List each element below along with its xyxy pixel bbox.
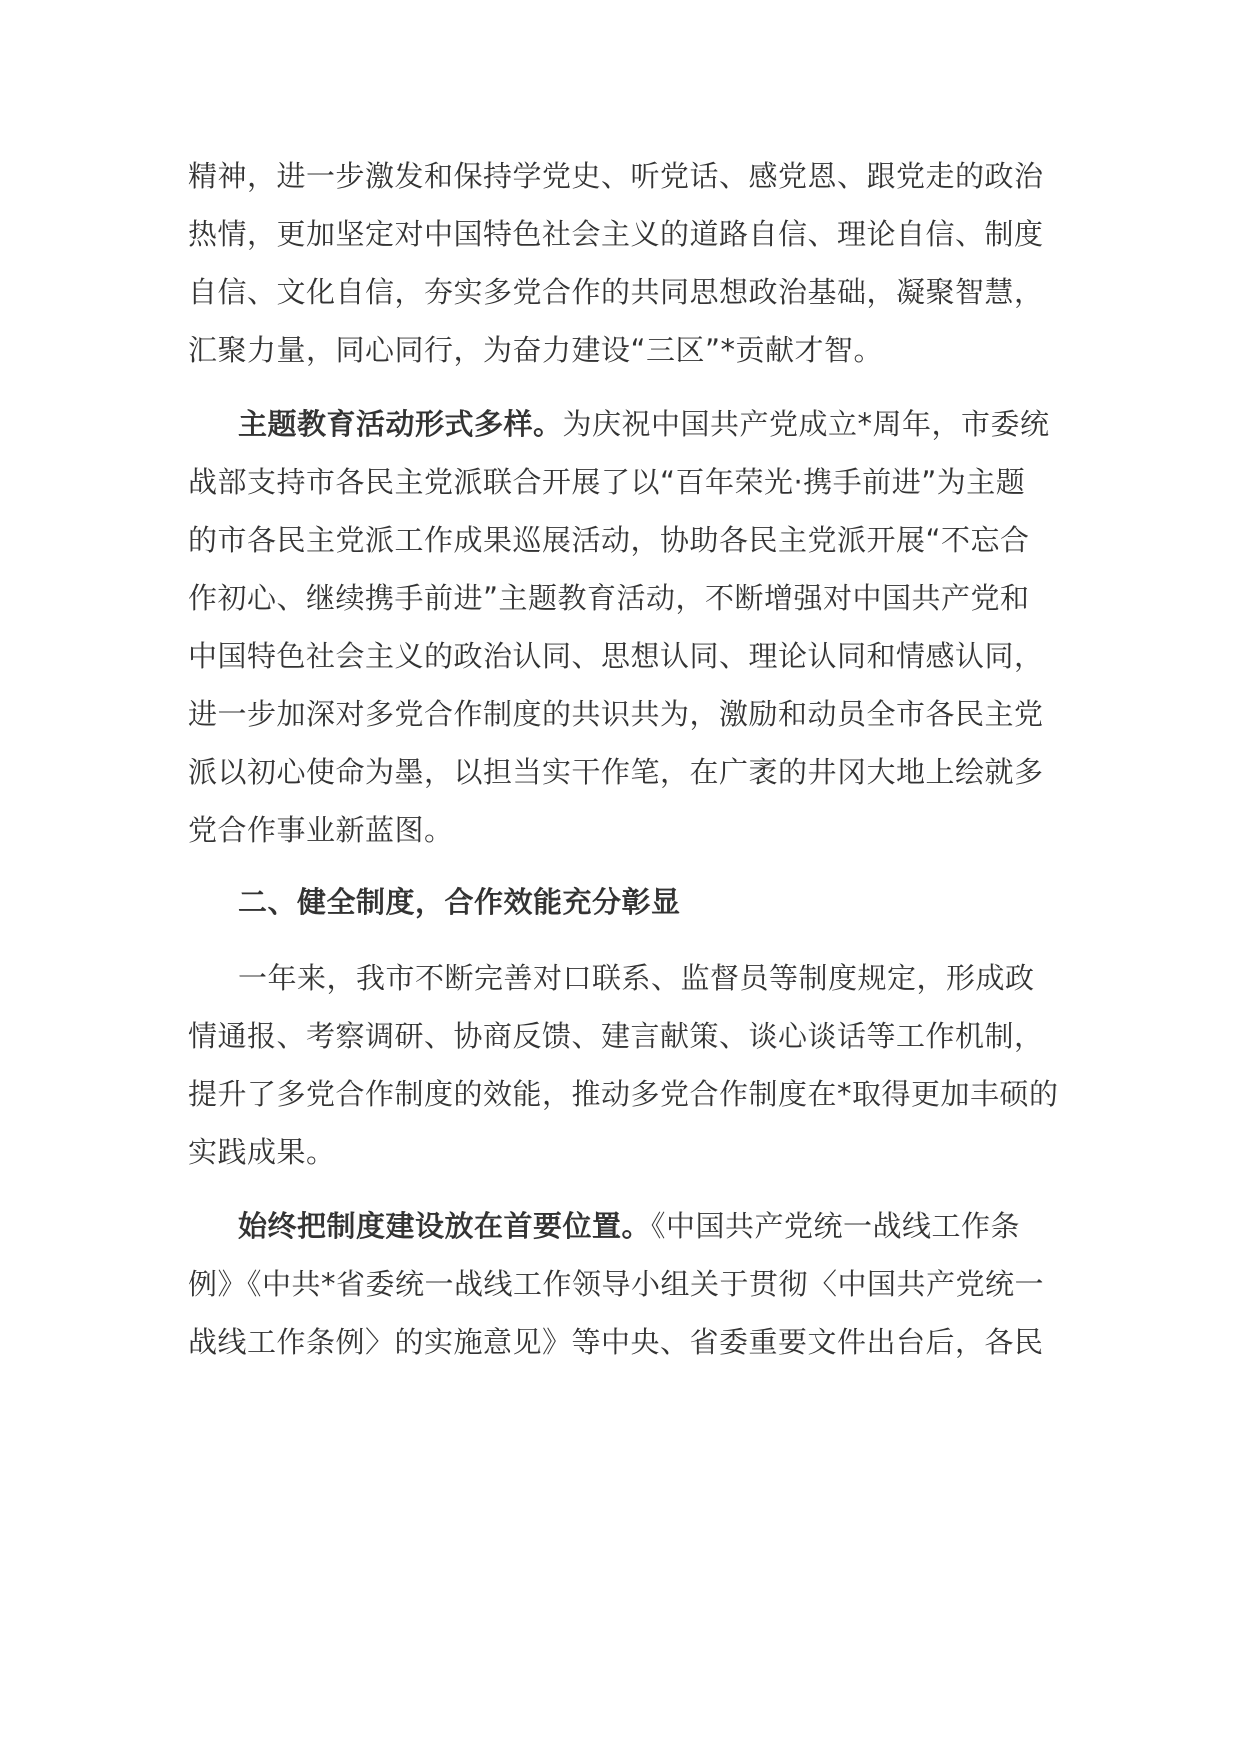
paragraph-2-line-5: 中国特色社会主义的政治认同、思想认同、理论认同和情感认同，: [188, 639, 1044, 673]
paragraph-2-line-3: 的市各民主党派工作成果巡展活动，协助各民主党派开展“不忘合: [188, 523, 1030, 557]
paragraph-2-line-8: 党合作事业新蓝图。: [188, 813, 454, 847]
paragraph-4-lead-heading: 始终把制度建设放在首要位置。: [238, 1209, 652, 1243]
paragraph-2-line-4: 作初心、继续携手前进”主题教育活动，不断增强对中国共产党和: [188, 581, 1030, 615]
paragraph-2-lead-heading: 主题教育活动形式多样。: [238, 407, 563, 441]
section-heading: 二、健全制度，合作效能充分彰显: [238, 885, 681, 919]
paragraph-1-line-2: 热情，更加坚定对中国特色社会主义的道路自信、理论自信、制度: [188, 217, 1044, 251]
paragraph-2-line-7: 派以初心使命为墨，以担当实干作笔，在广袤的井冈大地上绘就多: [188, 755, 1044, 789]
paragraph-2-line-1: [238, 404, 1050, 444]
paragraph-4-line-3: 战线工作条例〉的实施意见》等中央、省委重要文件出台后，各民: [188, 1325, 1044, 1359]
paragraph-2-line-1-text: 为庆祝中国共产党成立*周年，市委统: [562, 407, 1050, 441]
paragraph-2-line-2: 战部支持市各民主党派联合开展了以“百年荣光·携手前进”为主题: [188, 465, 1026, 499]
paragraph-1-line-3: 自信、文化自信，夯实多党合作的共同思想政治基础，凝聚智慧，: [188, 275, 1044, 309]
paragraph-4-line-1: [238, 1206, 1020, 1246]
paragraph-3-line-2: 情通报、考察调研、协商反馈、建言献策、谈心谈话等工作机制，: [188, 1019, 1044, 1053]
paragraph-4-line-2: 例》《中共*省委统一战线工作领导小组关于贯彻〈中国共产党统一: [188, 1267, 1045, 1301]
paragraph-4-line-1-text: 《中国共产党统一战线工作条: [651, 1209, 1021, 1243]
paragraph-3-line-4: 实践成果。: [188, 1135, 336, 1169]
paragraph-2-line-6: 进一步加深对多党合作制度的共识共为，激励和动员全市各民主党: [188, 697, 1044, 731]
paragraph-1-line-4: 汇聚力量，同心同行，为奋力建设“三区”*贡献才智。: [188, 333, 884, 367]
paragraph-1-line-1: 精神，进一步激发和保持学党史、听党话、感党恩、跟党走的政治: [188, 159, 1044, 193]
paragraph-3-line-3: 提升了多党合作制度的效能，推动多党合作制度在*取得更加丰硕的: [188, 1077, 1059, 1111]
paragraph-3-line-1: 一年来，我市不断完善对口联系、监督员等制度规定，形成政: [238, 961, 1035, 995]
